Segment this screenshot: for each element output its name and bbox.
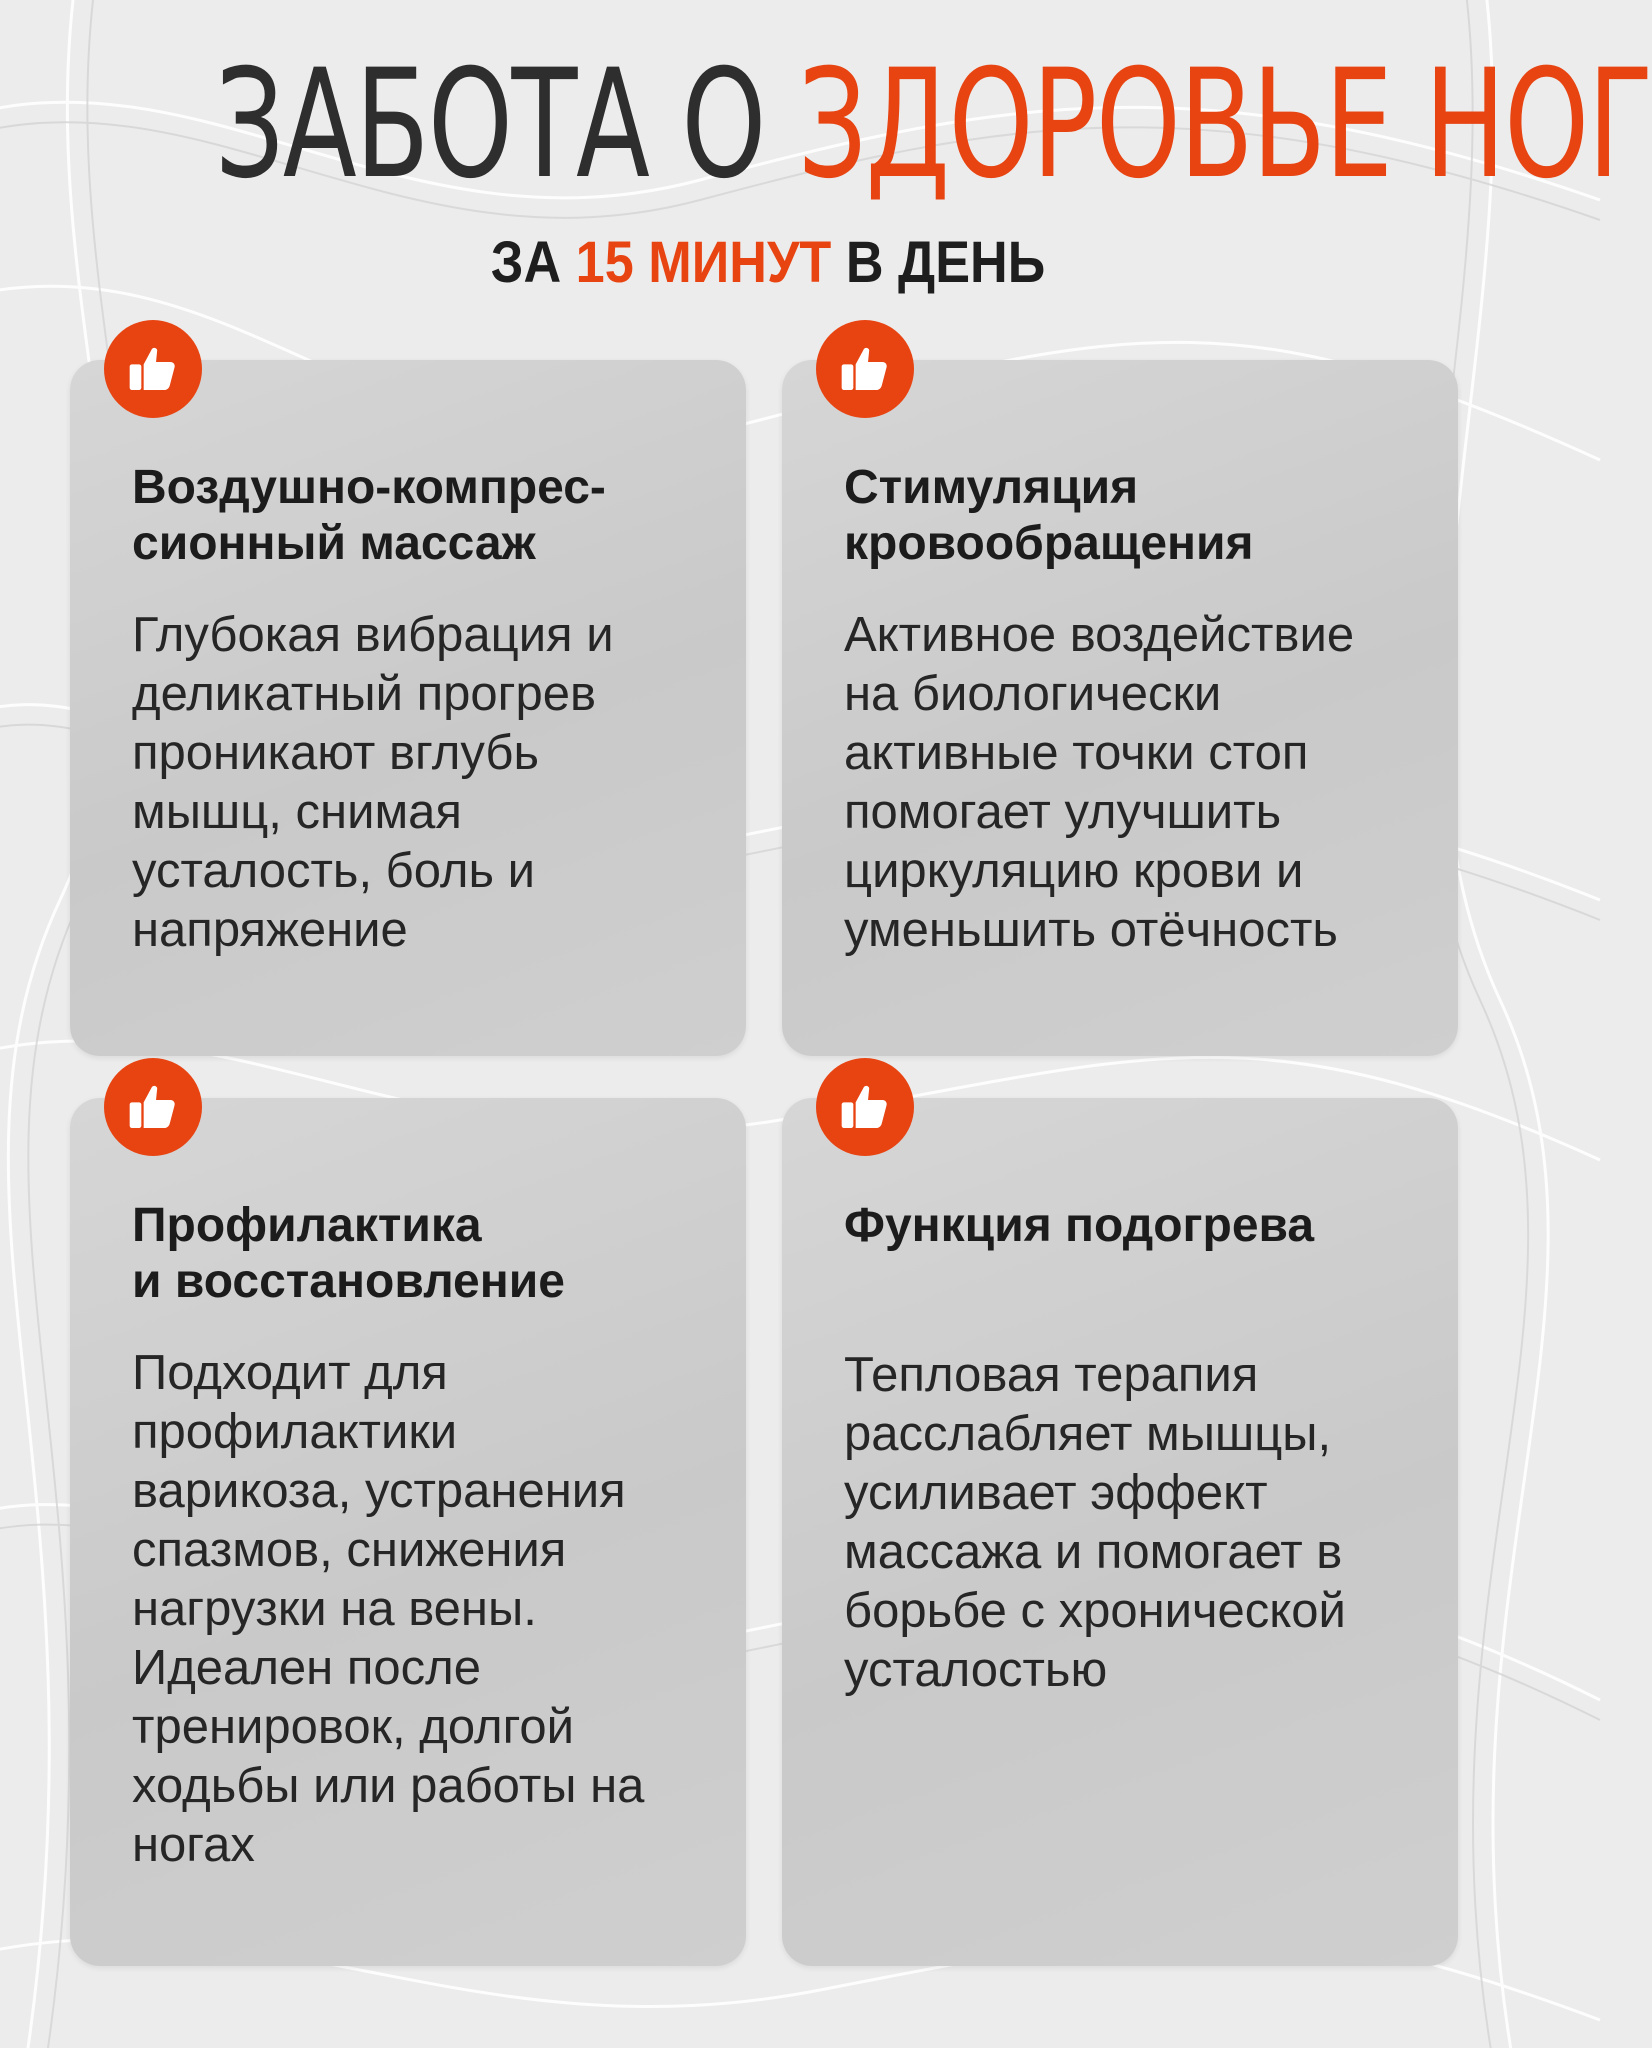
thumbs-up-badge [104, 320, 202, 418]
feature-card-heating [782, 1098, 1458, 1966]
card-text-line: профилактики [132, 1405, 458, 1459]
card-description [844, 1346, 1444, 1700]
card-title-line: Профилактика [132, 1199, 482, 1252]
card-text-line: массажа и помогает в [844, 1525, 1343, 1579]
feature-card-circulation [782, 360, 1458, 1056]
title-main: ЗАБОТА О [215, 38, 765, 212]
card-text-line: проникают вглубь [132, 726, 540, 780]
card-text-line: уменьшить отёчность [844, 903, 1338, 957]
card-text-line: деликатный прогрев [132, 667, 597, 721]
card-description [132, 1344, 732, 1875]
card-text-line: усталость, боль и [132, 844, 536, 898]
thumbs-up-badge [104, 1058, 202, 1156]
card-text-line: ногах [132, 1818, 255, 1872]
card-text-line: спазмов, снижения [132, 1523, 567, 1577]
card-text-line: Активное воздействие [844, 608, 1355, 662]
card-text-line: напряжение [132, 903, 408, 957]
card-text-line: активные точки стоп [844, 726, 1309, 780]
card-title [132, 1198, 732, 1310]
card-text-line: помогает улучшить [844, 785, 1282, 839]
card-text-line: варикоза, устранения [132, 1464, 626, 1518]
card-description [844, 606, 1444, 960]
thumbs-up-badge [816, 1058, 914, 1156]
feature-card-air-compression [70, 360, 746, 1056]
card-title-line: Функция подогрева [844, 1199, 1315, 1252]
thumbs-up-icon [125, 1079, 181, 1135]
subtitle-after: В ДЕНЬ [845, 230, 1046, 295]
card-text-line: на биологически [844, 667, 1222, 721]
thumbs-up-icon [837, 1079, 893, 1135]
thumbs-up-badge [816, 320, 914, 418]
title-accent: ЗДОРОВЬЕ НОГ [797, 38, 1652, 212]
card-title [844, 460, 1444, 572]
card-text-line: мышц, снимая [132, 785, 462, 839]
thumbs-up-icon [837, 341, 893, 397]
card-text-line: нагрузки на вены. [132, 1582, 537, 1636]
card-text-line: тренировок, долгой [132, 1700, 575, 1754]
card-title-line: сионный массаж [132, 517, 536, 570]
card-text-line: Идеален после [132, 1641, 481, 1695]
card-text-line: усталостью [844, 1643, 1108, 1697]
card-text-line: Глубокая вибрация и [132, 608, 614, 662]
card-text-line: борьбе с хронической [844, 1584, 1346, 1638]
card-title [844, 1198, 1444, 1254]
card-text-line: Тепловая терапия [844, 1348, 1259, 1402]
card-text-line: усиливает эффект [844, 1466, 1268, 1520]
card-title-line: Стимуляция [844, 461, 1139, 514]
card-text-line: Подходит для [132, 1346, 448, 1400]
card-title-line: Воздушно-компрес- [132, 461, 606, 514]
card-title [132, 460, 732, 572]
page-subtitle [77, 228, 1459, 298]
thumbs-up-icon [125, 341, 181, 397]
card-title-line: кровообращения [844, 517, 1254, 570]
card-title-line: и восстановление [132, 1255, 565, 1308]
card-text-line: ходьбы или работы на [132, 1759, 645, 1813]
subtitle-accent: 15 МИНУТ [575, 230, 832, 295]
subtitle-before: ЗА [490, 230, 562, 295]
feature-card-prevention [70, 1098, 746, 1966]
card-description [132, 606, 732, 960]
page-title [215, 38, 1652, 212]
card-text-line: расслабляет мышцы, [844, 1407, 1332, 1461]
card-text-line: циркуляцию крови и [844, 844, 1304, 898]
